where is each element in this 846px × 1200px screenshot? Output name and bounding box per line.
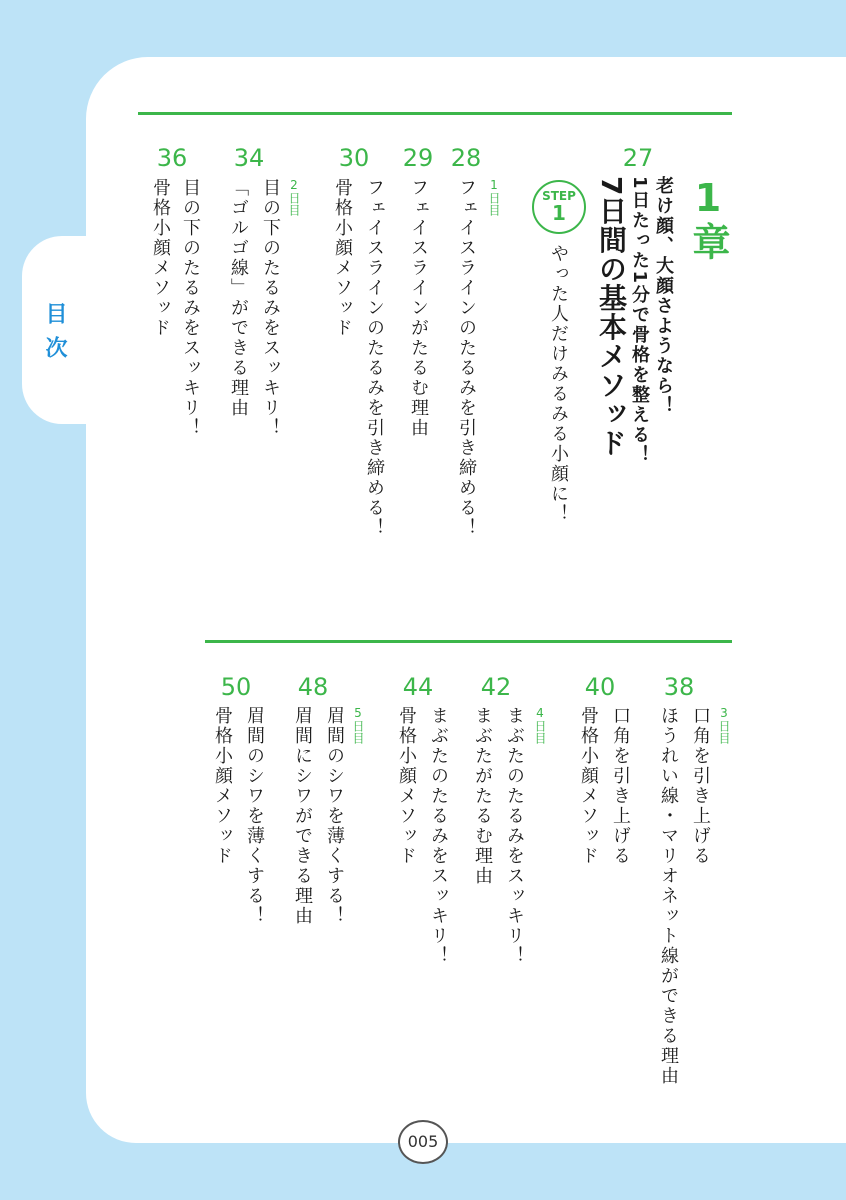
entry-text-38-b: ほうれい線・マリオネット線ができる理由 (658, 706, 679, 1086)
chapter-page-number: 27 (622, 144, 654, 172)
step-number: 1 (552, 201, 566, 225)
entry-page-38[interactable]: 38 (663, 673, 695, 701)
entry-text-34-b: 「ゴルゴ線」ができる理由 (228, 178, 249, 418)
entry-text-50-b: 骨格小顔メソッド (212, 706, 233, 866)
entry-day-2: 2日目 (287, 178, 301, 216)
entry-text-30-b: 骨格小顔メソッド (332, 178, 353, 338)
entry-page-30[interactable]: 30 (338, 144, 370, 172)
entry-text-28[interactable]: フェイスラインのたるみを引き締める！ (456, 178, 477, 538)
chapter-subtitle-2: 1日たった1分で骨格を整える！ (629, 176, 650, 466)
top-divider (138, 112, 732, 115)
entry-page-36[interactable]: 36 (156, 144, 188, 172)
entry-text-44-b: 骨格小顔メソッド (396, 706, 417, 866)
entry-page-44[interactable]: 44 (402, 673, 434, 701)
page-number: 005 (398, 1120, 448, 1164)
entry-text-44[interactable]: まぶたのたるみをスッキリ！ (428, 706, 449, 966)
entry-text-40-b: 骨格小顔メソッド (578, 706, 599, 866)
chapter-title: 7日間の基本メソッド (595, 176, 628, 458)
entry-page-42[interactable]: 42 (480, 673, 512, 701)
entry-text-50[interactable]: 眉間のシワを薄くする！ (244, 706, 265, 926)
entry-page-28[interactable]: 28 (450, 144, 482, 172)
entry-page-48[interactable]: 48 (297, 673, 329, 701)
entry-text-29[interactable]: フェイスラインがたるむ理由 (408, 178, 429, 438)
entry-text-48[interactable]: 眉間のシワを薄くする！ (324, 706, 345, 926)
chapter-tagline: やった人だけみるみる小顔に！ (548, 244, 569, 524)
entry-page-29[interactable]: 29 (402, 144, 434, 172)
middle-divider (205, 640, 732, 643)
step-badge (532, 180, 586, 234)
entry-day-4: 4日目 (533, 706, 547, 744)
entry-page-34[interactable]: 34 (233, 144, 265, 172)
entry-day-1: 1日目 (487, 178, 501, 216)
entry-text-42[interactable]: まぶたのたるみをスッキリ！ (504, 706, 525, 966)
entry-text-48-b: 眉間にシワができる理由 (292, 706, 313, 926)
entry-page-50[interactable]: 50 (220, 673, 252, 701)
entry-text-36[interactable]: 目の下のたるみをスッキリ！ (180, 178, 201, 438)
entry-text-42-b: まぶたがたるむ理由 (472, 706, 493, 886)
entry-text-40[interactable]: 口角を引き上げる (610, 706, 631, 866)
entry-text-34[interactable]: 目の下のたるみをスッキリ！ (260, 178, 281, 438)
step-label: STEP (542, 189, 576, 203)
entry-text-38[interactable]: 口角を引き上げる (690, 706, 711, 866)
entry-text-30[interactable]: フェイスラインのたるみを引き締める！ (364, 178, 385, 538)
entry-day-5: 5日目 (351, 706, 365, 744)
index-tab-label[interactable]: 目次 (42, 302, 67, 370)
chapter-subtitle-1: 老け顔、大顔さようなら！ (653, 176, 674, 416)
entry-page-40[interactable]: 40 (584, 673, 616, 701)
entry-text-36-b: 骨格小顔メソッド (150, 178, 171, 338)
entry-day-3: 3日目 (717, 706, 731, 744)
chapter-number: 1章 (686, 176, 730, 262)
